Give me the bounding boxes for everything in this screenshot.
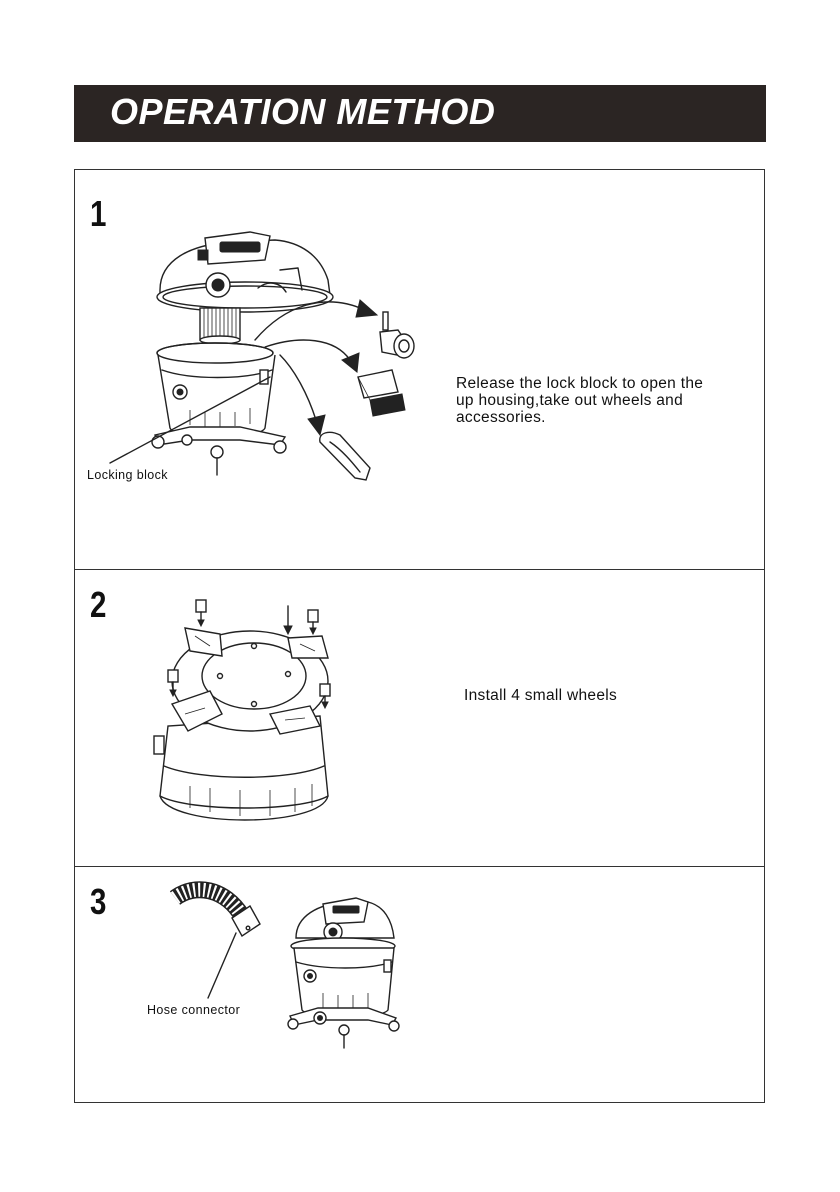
step-2-description [464,687,617,704]
locking-block-label: Locking block [87,468,168,482]
step-1-illustration [80,220,420,490]
description-line: accessories. [456,409,546,426]
description-line: Release the lock block to open the [456,375,704,392]
crevice-tool-drawing [320,432,370,480]
step-2-illustration [150,596,350,841]
floor-brush-drawing [358,370,405,416]
step-2-number: 2 [90,584,107,625]
page-title: OPERATION METHOD [110,91,496,132]
description-line: up housing,take out wheels and [456,392,684,409]
step-divider [74,569,765,570]
caster-wheel-drawing [380,312,414,358]
hose-connector-leader-line [208,933,236,998]
hose-connector-label: Hose connector [147,1003,241,1017]
tank-drawing [152,343,286,475]
hose-drawing [175,890,260,998]
motor-head-drawing [157,232,333,344]
step-1-description [456,375,703,426]
step-3-illustration [170,878,410,1053]
title-banner [74,85,766,142]
step-3-number: 3 [90,881,107,922]
step-divider [74,866,765,867]
step-1-number: 1 [90,193,107,234]
description-line: Install 4 small wheels [464,687,618,704]
assembled-vacuum-drawing [288,898,399,1048]
